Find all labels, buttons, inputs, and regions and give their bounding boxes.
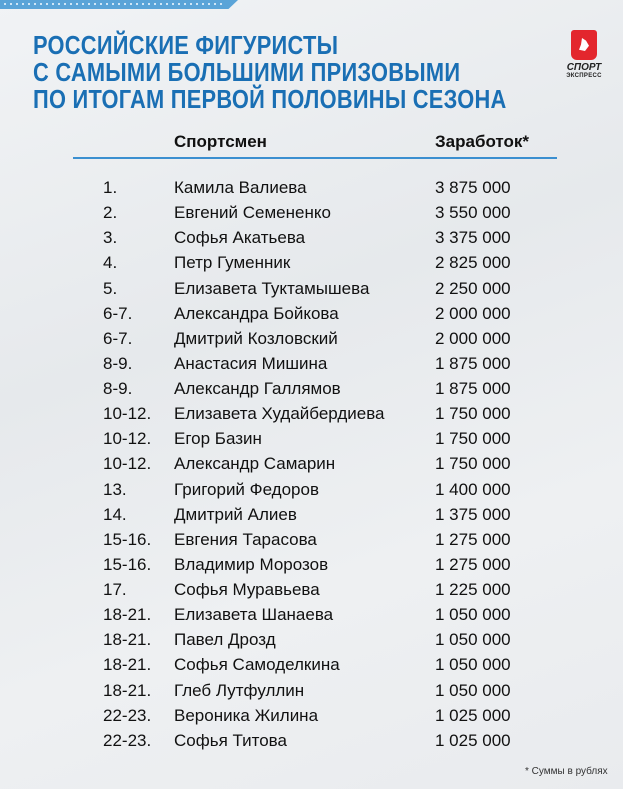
athlete-name-cell: Софья Акатьева xyxy=(174,228,306,248)
earnings-cell: 1 050 000 xyxy=(435,605,511,625)
earnings-cell: 1 400 000 xyxy=(435,479,511,499)
logo-badge-icon xyxy=(571,30,597,60)
rank-cell: 10-12. xyxy=(103,429,152,449)
rank-cell: 18-21. xyxy=(103,630,152,650)
rank-cell: 22-23. xyxy=(103,730,152,750)
earnings-cell: 3 375 000 xyxy=(435,228,511,248)
footnote: * Суммы в рублях xyxy=(525,766,608,777)
earnings-cell: 1 875 000 xyxy=(435,353,511,373)
rank-cell: 10-12. xyxy=(103,404,152,424)
rank-cell: 6-7. xyxy=(103,303,133,323)
rank-cell: 1. xyxy=(103,178,118,197)
table-row xyxy=(0,202,623,227)
athlete-name-cell: Григорий Федоров xyxy=(174,479,319,499)
table-row xyxy=(0,554,623,579)
earnings-cell: 3 550 000 xyxy=(435,203,511,223)
table-row xyxy=(0,705,623,730)
earnings-cell: 1 750 000 xyxy=(435,429,511,449)
title-line: РОССИЙСКИЕ ФИГУРИСТЫ xyxy=(33,30,339,60)
top-decor-band xyxy=(0,0,238,9)
header-divider xyxy=(73,157,557,159)
athlete-name-cell: Александра Бойкова xyxy=(174,303,339,323)
rank-cell: 8-9. xyxy=(103,379,133,398)
athlete-name-cell: Петр Гуменник xyxy=(174,253,291,273)
athlete-name-cell: Софья Самоделкина xyxy=(174,655,340,675)
earnings-cell: 1 050 000 xyxy=(435,655,511,675)
table-row xyxy=(0,303,623,328)
athlete-name-cell: Евгений Семененко xyxy=(174,203,331,223)
athlete-name-cell: Вероника Жилина xyxy=(174,705,319,725)
rank-cell: 6-7. xyxy=(103,328,133,348)
athlete-name-cell: Егор Базин xyxy=(174,429,262,449)
earnings-cell: 2 250 000 xyxy=(435,278,511,298)
athlete-name-cell: Анастасия Мишина xyxy=(174,353,328,373)
table-row xyxy=(0,378,623,403)
earnings-cell: 2 000 000 xyxy=(435,328,511,348)
table-row xyxy=(0,529,623,554)
table-row xyxy=(0,504,623,529)
rank-cell: 10-12. xyxy=(103,454,152,474)
header-athlete: Спортсмен xyxy=(174,132,267,151)
title-line: ПО ИТОГАМ ПЕРВОЙ ПОЛОВИНЫ СЕЗОНА xyxy=(33,84,507,114)
earnings-cell: 1 225 000 xyxy=(435,580,511,599)
table-row xyxy=(0,278,623,303)
rank-cell: 14. xyxy=(103,504,127,524)
table-row xyxy=(0,227,623,252)
table-row xyxy=(0,403,623,428)
athlete-name-cell: Евгения Тарасова xyxy=(174,529,317,549)
table-row xyxy=(0,252,623,277)
table-row xyxy=(0,453,623,478)
earnings-cell: 1 750 000 xyxy=(435,454,511,474)
athlete-name-cell: Павел Дрозд xyxy=(174,630,276,650)
rank-cell: 17. xyxy=(103,580,127,599)
earnings-cell: 1 050 000 xyxy=(435,630,511,650)
athlete-name-cell: Елизавета Худайбердиева xyxy=(174,404,385,424)
earnings-cell: 1 750 000 xyxy=(435,404,511,424)
athlete-name-cell: Дмитрий Алиев xyxy=(174,504,297,524)
rank-cell: 4. xyxy=(103,253,118,273)
athlete-name-cell: Софья Титова xyxy=(174,730,287,750)
rank-cell: 3. xyxy=(103,228,118,248)
rank-cell: 15-16. xyxy=(103,529,152,549)
earnings-cell: 1 025 000 xyxy=(435,705,511,725)
athlete-name-cell: Владимир Морозов xyxy=(174,554,329,574)
athlete-name-cell: Камила Валиева xyxy=(174,178,307,197)
rank-cell: 18-21. xyxy=(103,605,152,625)
earnings-cell: 3 875 000 xyxy=(435,178,511,197)
athlete-name-cell: Елизавета Шанаева xyxy=(174,605,334,625)
athlete-name-cell: Софья Муравьева xyxy=(174,580,320,599)
rank-cell: 5. xyxy=(103,278,118,298)
table-row xyxy=(0,654,623,679)
table-row xyxy=(0,479,623,504)
table-row xyxy=(0,604,623,629)
rank-cell: 22-23. xyxy=(103,705,152,725)
athlete-name-cell: Глеб Лутфуллин xyxy=(174,680,305,700)
earnings-cell: 1 050 000 xyxy=(435,680,511,700)
athlete-name-cell: Елизавета Туктамышева xyxy=(174,278,370,298)
table-row xyxy=(0,353,623,378)
table-row xyxy=(0,177,623,202)
earnings-cell: 1 275 000 xyxy=(435,529,511,549)
earnings-cell: 2 000 000 xyxy=(435,303,511,323)
title-line: С САМЫМИ БОЛЬШИМИ ПРИЗОВЫМИ xyxy=(33,57,461,87)
table-row xyxy=(0,579,623,604)
logo-text-line2: ЭКСПРЕСС xyxy=(566,73,602,79)
rank-cell: 2. xyxy=(103,203,118,223)
rank-cell: 15-16. xyxy=(103,554,152,574)
rank-cell: 18-21. xyxy=(103,680,152,700)
athlete-name-cell: Александр Галлямов xyxy=(174,379,341,398)
header-earnings: Заработок* xyxy=(435,132,530,151)
page-title xyxy=(33,32,507,113)
earnings-cell: 1 375 000 xyxy=(435,504,511,524)
table-row xyxy=(0,680,623,705)
sport-express-logo xyxy=(563,30,605,80)
rank-cell: 8-9. xyxy=(103,353,133,373)
table-row xyxy=(0,328,623,353)
athlete-name-cell: Александр Самарин xyxy=(174,454,336,474)
logo-text-line1: СПОРТ xyxy=(566,62,602,73)
table-row xyxy=(0,730,623,755)
earnings-cell: 1 875 000 xyxy=(435,379,511,398)
rank-cell: 18-21. xyxy=(103,655,152,675)
earnings-cell: 1 275 000 xyxy=(435,554,511,574)
table-row xyxy=(0,428,623,453)
earnings-cell: 1 025 000 xyxy=(435,730,511,750)
rank-cell: 13. xyxy=(103,479,127,499)
table-row xyxy=(0,629,623,654)
ranking-table xyxy=(0,177,623,755)
athlete-name-cell: Дмитрий Козловский xyxy=(174,328,338,348)
earnings-cell: 2 825 000 xyxy=(435,253,511,273)
